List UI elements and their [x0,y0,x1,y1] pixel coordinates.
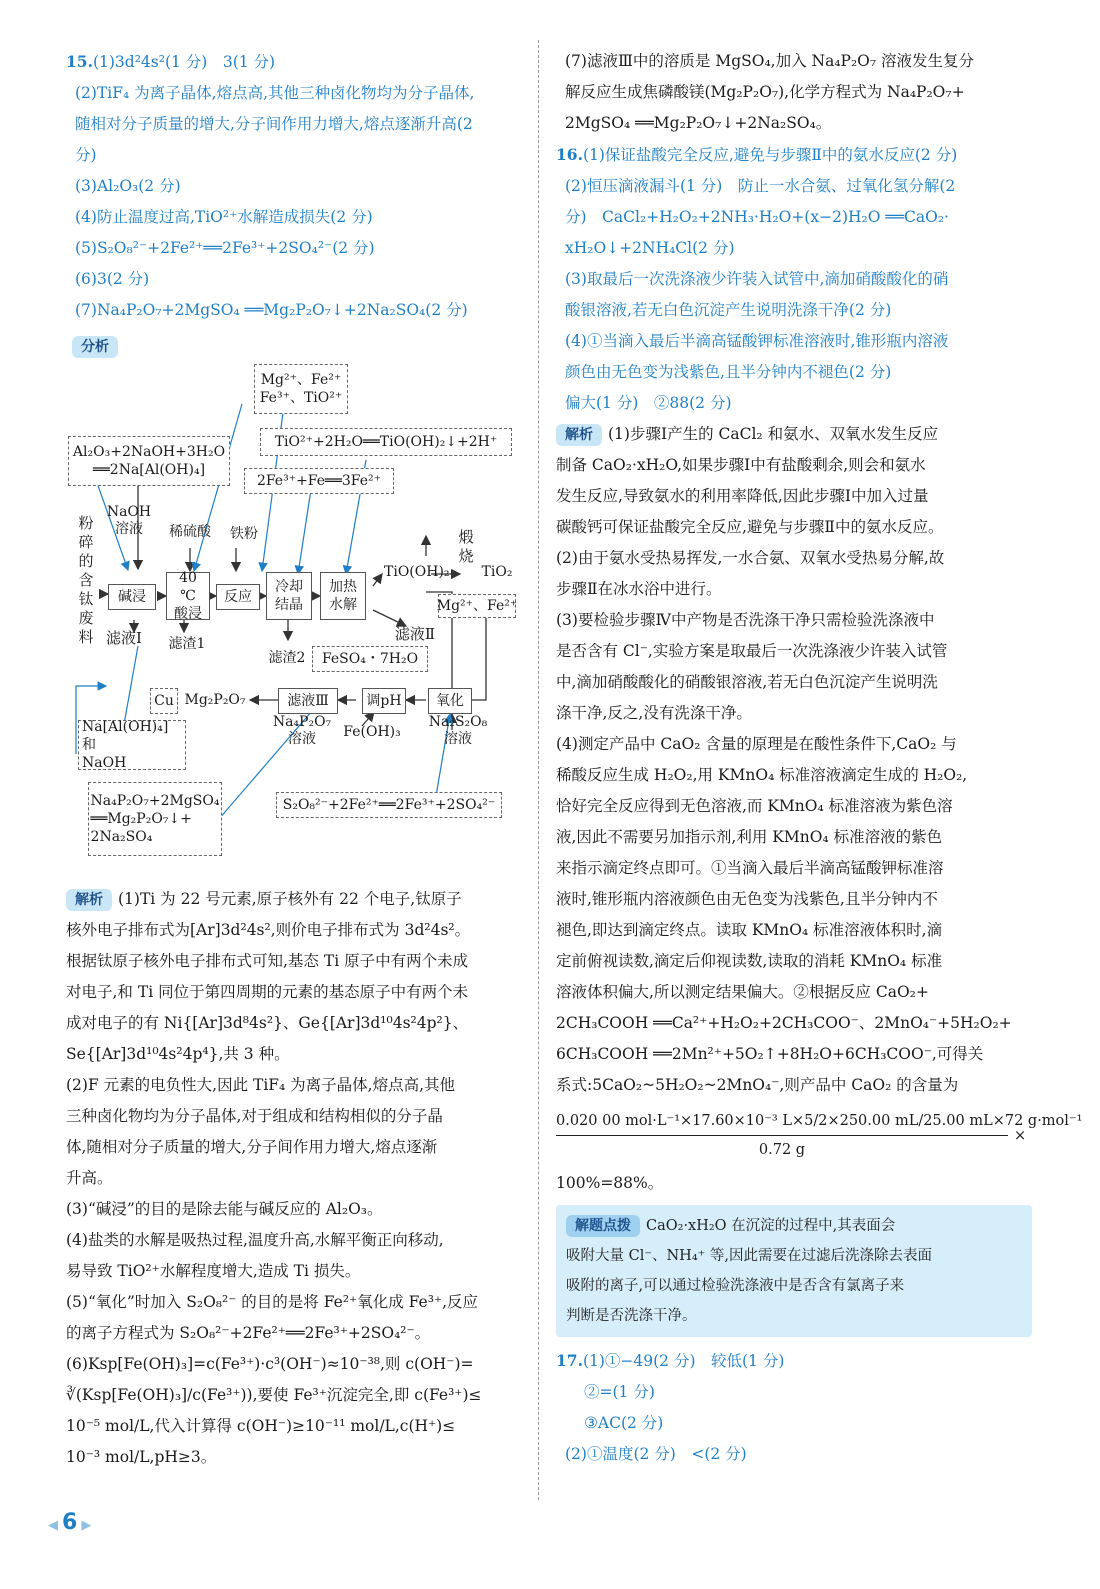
q15-part7-continued [556,46,1032,139]
text-line: (3)要检验步骤Ⅳ中产物是否洗涤干净只需检验洗涤液中 [556,611,935,629]
tip-line: 判断是否洗涤干净。 [566,1308,697,1324]
fraction-bar [556,1135,1008,1136]
answer-line: 颜色由无色变为浅紫色,且半分钟内不褪色(2 分) [565,363,892,381]
text-line: 来指示滴定终点即可。①当滴入最后半滴高锰酸钾标准溶 [556,859,944,877]
cool-crystallize-step: 冷却 结晶 [266,572,312,620]
answer-line: 酸银溶液,若无白色沉淀产生说明洗涤干净(2 分) [565,301,892,319]
oxidation-step: 氧化 [428,688,472,714]
explanation-tag: 解析 [66,889,112,911]
text-line: (4)盐类的水解是吸热过程,温度升高,水解平衡正向移动, [66,1231,444,1249]
solution-tip-box: 解题点拨 CaO₂·xH₂O 在沉淀的过程中,其表面会 吸附大量 Cl⁻、NH₄⁺ 等,因此需要在过滤后洗涤除去表面 吸附的离子,可以通过检验洗涤液中是否含有氯离子来 判断是否洗涤干净。 [556,1205,1032,1337]
process-flow-diagram [66,364,522,884]
answer-line: 随相对分子质量的增大,分子间作用力增大,熔点逐渐升高(2 [75,115,473,133]
text-line: 2MgSO₄ ══Mg₂P₂O₇↓+2Na₂SO₄。 [565,114,832,132]
text-line: 核外电子排布式为[Ar]3d²4s²,则价电子排布式为 3d²4s²。 [66,921,471,939]
text-line: 是否含有 Cl⁻,实验方案是取最后一次洗涤液少许装入试管 [556,642,948,660]
left-chevron-icon: ◀ [48,1518,58,1533]
answer-line: ③AC(2 分) [584,1414,664,1432]
feoh3-label: Fe(OH)₃ [343,724,401,740]
answer-line: ②=(1 分) [584,1383,655,1401]
content-formula [556,1109,1083,1162]
text-line: 10⁻³ mol/L,pH≥3。 [66,1448,217,1466]
raw-material-label: 粉碎的含钛废料 [78,514,94,646]
calcine-label: 煅烧 [458,528,474,565]
text-line: 2CH₃COOH ══Ca²⁺+H₂O₂+2CH₃COO⁻、2MnO₄⁻+5H₂O₂+ [556,1014,1012,1032]
formula-denominator: 0.72 g [758,1142,806,1158]
answer-line: (2)①温度(2 分) <(2 分) [565,1445,747,1463]
explanation-tag: 解析 [556,424,602,446]
mg2p2o7-equation-box: Na₄P₂O₇+2MgSO₄ ══Mg₂P₂O₇↓+ 2Na₂SO₄ [88,782,222,856]
na4p2o7-solution-label: Na₄P₂O₇ 溶液 [272,714,332,747]
tip-tag: 解题点拨 [566,1215,640,1237]
text-line: 成对电子的有 Ni{[Ar]3d⁸4s²}、Ge{[Ar]3d¹⁰4s²4p²}、 [66,1014,469,1032]
text-line: 中,滴加硝酸酸化的硝酸银溶液,若无白色沉淀产生说明洗 [556,673,938,691]
formula-times: × [1014,1127,1027,1144]
alkali-leach-step: 碱浸 [108,584,156,610]
filtrate-2-label: 滤液Ⅱ [394,625,436,643]
text-line: (2)F 元素的电负性大,因此 TiF₄ 为离子晶体,熔点高,其他 [66,1076,456,1094]
heat-hydrolysis-step: 加热 水解 [320,572,366,620]
residue-1-label: 滤渣1 [168,636,206,652]
na-al-oh4-box: Na[Al(OH)₄]和 NaOH [78,720,186,770]
text-line: 碳酸钙可保证盐酸完全反应,避免与步骤Ⅱ中的氨水反应。 [556,518,944,536]
answer-line: (6)3(2 分) [75,270,150,288]
text-line: Se{[Ar]3d¹⁰4s²4p⁴},共 3 种。 [66,1045,290,1063]
text-line: (4)测定产品中 CaO₂ 含量的原理是在酸性条件下,CaO₂ 与 [556,735,957,753]
tip-line: 吸附的离子,可以通过检验洗涤液中是否含有氯离子来 [566,1278,905,1294]
mg2p2o7-label: Mg₂P₂O₇ [184,692,246,708]
right-chevron-icon: ▶ [81,1518,92,1533]
text-line: 制备 CaO₂·xH₂O,如果步骤Ⅰ中有盐酸剩余,则会和氨水 [556,456,926,474]
text-line: 溶液体积偏大,所以测定结果偏大。②根据反应 CaO₂+ [556,983,929,1001]
sulfuric-acid-label: 稀硫酸 [169,524,211,540]
al2o3-equation: Al₂O₃+2NaOH+3H₂O ══2Na[Al(OH)₄] [68,436,230,486]
text-line: 涤干净,反之,没有洗涤干净。 [556,704,752,722]
text-line: 的离子方程式为 S₂O₈²⁻+2Fe²⁺══2Fe³⁺+2SO₄²⁻。 [66,1324,431,1342]
text-line: 褪色,即达到滴定终点。读取 KMnO₄ 标准溶液体积时,滴 [556,921,943,939]
text-line: (2)由于氨水受热易挥发,一水合氨、双氧水受热易分解,故 [556,549,945,567]
right-column [556,46,1083,1470]
text-line: 体,随相对分子质量的增大,分子间作用力增大,熔点逐渐 [66,1138,438,1156]
q15-explanation: 解析 (1)Ti 为 22 号元素,原子核外有 22 个电子,钛原子 核外电子排布式为[Ar]3d²4s²,则价电子排布式为 3d²4s²。 根据钛原子核外电子排布式可知,基态 Ti 原子中有两个未成 对电子,和 Ti 同位于第四周期的元素的基态原子中有两个未 成对电子的有 Ni{[Ar]3d⁸4s²}、Ge{[Ar]3d¹⁰4s²4p²}、 Se{[Ar]3d¹⁰4s²4p⁴},共 3 种。 (2)F 元素的电负性大,因此 TiF₄ 为离子晶体,熔点高,其他 三种卤化物均为分子晶体,对于组成和结构相似的分子晶 体,随相对分子质量的增大,分子间作用力增大,熔点逐渐 升高。 (3)“碱浸”的目的是除去能与碱反应的 Al₂O₃。 (4)盐类的水解是吸热过程,温度升高,水解平衡正向移动, 易导致 TiO²⁺水解程度增大,造成 Ti 损失。 (5)“氧化”时加入 S₂O₈²⁻ 的目的是将 Fe²⁺氧化成 Fe³⁺,反应 的离子方程式为 S₂O₈²⁻+2Fe²⁺══2Fe³⁺+2SO₄²⁻。 (6)Ksp[Fe(OH)₃]=c(Fe³⁺)·c³(OH⁻)≈10⁻³⁸,则 c(OH⁻)= ∛(Ksp[Fe(OH)₃]/c(Fe³⁺)),要使 Fe³⁺沉淀完全,即 c(Fe³⁺)≤ 10⁻⁵ mol/L,代入计算得 c(OH⁻)≥10⁻¹¹ mol/L,c(H⁺)≤ 10⁻³ mol/L,pH≥3。 [66,884,522,1473]
question-number: 17. [556,1351,583,1370]
filtrate-3-step: 滤液Ⅲ [278,688,338,714]
ions-box: Mg²⁺、Fe²⁺ Fe³⁺、TiO²⁺ [254,364,348,414]
question-16-answers: 16.(1)保证盐酸完全反应,避免与步骤Ⅱ中的氨水反应(2 分) (2)恒压滴液漏斗(1 分) 防止一水合氨、过氧化氢分解(2 分) CaCl₂+H₂O₂+2NH₃·H₂O+(x−2)H₂O ══CaO₂· xH₂O↓+2NH₄Cl(2 分) (3)取最后一次洗涤液少许装入试管中,滴加硝酸酸化的硝 酸银溶液,若无白色沉淀产生说明洗涤干净(2 分) (4)①当滴入最后半滴高锰酸钾标准溶液时,锥形瓶内溶液 颜色由无色变为浅紫色,且半分钟内不褪色(2 分) 偏大(1 分) ②88(2 分) [556,139,1032,419]
iron-powder-label: 铁粉 [230,526,258,542]
adjust-ph-step: 调pH [362,688,406,714]
answer-line: (2)TiF₄ 为离子晶体,熔点高,其他三种卤化物均为分子晶体, [75,84,475,102]
question-number: 15. [66,52,93,71]
text-line: 步骤Ⅱ在冰水浴中进行。 [556,580,722,598]
q16-explanation: 解析 (1)步骤Ⅰ产生的 CaCl₂ 和氨水、双氧水发生反应 制备 CaO₂·xH₂O,如果步骤Ⅰ中有盐酸剩余,则会和氨水 发生反应,导致氨水的利用率降低,因此步骤Ⅰ中加入过量 碳酸钙可保证盐酸完全反应,避免与步骤Ⅱ中的氨水反应。 (2)由于氨水受热易挥发,一水合氨、双氧水受热易分解,故 步骤Ⅱ在冰水浴中进行。 (3)要检验步骤Ⅳ中产物是否洗涤干净只需检验洗涤液中 是否含有 Cl⁻,实验方案是取最后一次洗涤液少许装入试管 中,滴加硝酸酸化的硝酸银溶液,若无白色沉淀产生说明洗 涤干净,反之,没有洗涤干净。 (4)测定产品中 CaO₂ 含量的原理是在酸性条件下,CaO₂ 与 稀酸反应生成 H₂O₂,用 KMnO₄ 标准溶液滴定生成的 H₂O₂, 恰好完全反应得到无色溶液,而 KMnO₄ 标准溶液为紫色溶 液,因此不需要另加指示剂,利用 KMnO₄ 标准溶液的紫色 来指示滴定终点即可。①当滴入最后半滴高锰酸钾标准溶 液时,锥形瓶内溶液颜色由无色变为浅紫色,且半分钟内不 褪色,即达到滴定终点。读取 KMnO₄ 标准溶液体积时,滴 定前俯视读数,滴定后仰视读数,读取的消耗 KMnO₄ 标准 溶液体积偏大,所以测定结果偏大。②根据反应 CaO₂+ 2CH₃COOH ══Ca²⁺+H₂O₂+2CH₃COO⁻、2MnO₄⁻+5H₂O₂+ 6CH₃COOH ══2Mn²⁺+5O₂↑+8H₂O+6CH₃COO⁻,可得关 系式:5CaO₂~5H₂O₂~2MnO₄⁻,则产品中 CaO₂ 的含量为 [556,419,1032,1101]
fe-reduction-equation: 2Fe³⁺+Fe══3Fe²⁺ [244,468,394,494]
answer-line: (7)Na₄P₂O₇+2MgSO₄ ══Mg₂P₂O₇↓+2Na₂SO₄(2 分) [75,301,468,319]
question-15-answers: 15.(1)3d²4s²(1 分) 3(1 分) (2)TiF₄ 为离子晶体,熔点高,其他三种卤化物均为分子晶体, 随相对分子质量的增大,分子间作用力增大,熔点逐渐升高(2 分) (3)Al₂O₃(2 分) (4)防止温度过高,TiO²⁺水解造成损失(2 分) (5)S₂O₈²⁻+2Fe²⁺══2Fe³⁺+2SO₄²⁻(2 分) (6)3(2 分) (7)Na₄P₂O₇+2MgSO₄ ══Mg₂P₂O₇↓+2Na₂SO₄(2 分) [66,46,522,326]
answer-line: (4)防止温度过高,TiO²⁺水解造成损失(2 分) [75,208,373,226]
text-line: (6)Ksp[Fe(OH)₃]=c(Fe³⁺)·c³(OH⁻)≈10⁻³⁸,则 c(OH⁻)= [66,1355,474,1373]
text-line: 三种卤化物均为分子晶体,对于组成和结构相似的分子晶 [66,1107,443,1125]
answer-line: (3)Al₂O₃(2 分) [75,177,181,195]
text-line: 液时,锥形瓶内溶液颜色由无色变为浅紫色,且半分钟内不 [556,890,938,908]
answer-line: xH₂O↓+2NH₄Cl(2 分) [565,239,735,257]
text-line: 对电子,和 Ti 同位于第四周期的元素的基态原子中有两个未 [66,983,469,1001]
answer-line: 偏大(1 分) ②88(2 分) [565,394,732,412]
tio-hydrolysis-equation: TiO²⁺+2H₂O══TiO(OH)₂↓+2H⁺ [260,428,512,456]
na2s2o8-solution-label: Na₂S₂O₈ 溶液 [428,714,488,747]
acid-leach-step: 40 ℃ 酸浸 [166,572,210,620]
text-line: 系式:5CaO₂~5H₂O₂~2MnO₄⁻,则产品中 CaO₂ 的含量为 [556,1076,959,1094]
text-line: (3)“碱浸”的目的是除去能与碱反应的 Al₂O₃。 [66,1200,383,1218]
filtrate-1-label: 滤液Ⅰ [106,629,142,647]
feso4-box: FeSO₄・7H₂O [312,646,428,672]
mg-fe-ions-box: Mg²⁺、Fe²⁺ [438,594,516,618]
text-line: 解反应生成焦磷酸镁(Mg₂P₂O₇),化学方程式为 Na₄P₂O₇+ [565,83,965,101]
residue-2-label: 滤渣2 [268,650,306,666]
text-line: 根据钛原子核外电子排布式可知,基态 Ti 原子中有两个未成 [66,952,469,970]
text-line: 发生反应,导致氨水的利用率降低,因此步骤Ⅰ中加入过量 [556,487,929,505]
text-line: ∛(Ksp[Fe(OH)₃]/c(Fe³⁺)),要使 Fe³⁺沉淀完全,即 c(Fe³⁺)≤ [66,1386,482,1404]
formula-numerator: 0.020 00 mol·L⁻¹×17.60×10⁻³ L×5/2×250.00 mL/25.00 mL×72 g·mol⁻¹ [556,1113,1083,1129]
text-line: 易导致 TiO²⁺水解程度增大,造成 Ti 损失。 [66,1262,361,1280]
answer-line: (3)取最后一次洗涤液少许装入试管中,滴加硝酸酸化的硝 [565,270,949,288]
text-line: 10⁻⁵ mol/L,代入计算得 c(OH⁻)≥10⁻¹¹ mol/L,c(H⁺)≤ [66,1417,456,1435]
tio2-label: TiO₂ [481,564,513,580]
answer-line: 分) [75,146,97,164]
persulfate-equation-box: S₂O₈²⁻+2Fe²⁺══2Fe³⁺+2SO₄²⁻ [276,792,502,818]
left-column [66,46,522,1473]
tip-line: 吸附大量 Cl⁻、NH₄⁺ 等,因此需要在过滤后洗涤除去表面 [566,1248,933,1264]
tio-oh2-label: TiO(OH)₂ [384,564,450,580]
column-divider [538,40,539,1500]
answer-line: (2)恒压滴液漏斗(1 分) 防止一水合氨、过氧化氢分解(2 [565,177,956,195]
question-number: 16. [556,145,583,164]
text-line: (7)滤液Ⅲ中的溶质是 MgSO₄,加入 Na₄P₂O₇ 溶液发生复分 [565,52,975,70]
text-line: 升高。 [66,1169,113,1187]
page-number: ◀ 6 ▶ [48,1510,92,1535]
question-17-answers: 17.(1)①−49(2 分) 较低(1 分) ②=(1 分) ③AC(2 分) (2)①温度(2 分) <(2 分) [556,1345,1032,1470]
text-line: 定前俯视读数,滴定后仰视读数,读取的消耗 KMnO₄ 标准 [556,952,943,970]
answer-line: 分) CaCl₂+H₂O₂+2NH₃·H₂O+(x−2)H₂O ══CaO₂· [565,208,949,226]
reaction-step: 反应 [216,584,260,610]
text-line: 6CH₃COOH ══2Mn²⁺+5O₂↑+8H₂O+6CH₃COO⁻,可得关 [556,1045,984,1063]
text-line: 稀酸反应生成 H₂O₂,用 KMnO₄ 标准溶液滴定生成的 H₂O₂, [556,766,968,784]
text-line: 恰好完全反应得到无色溶液,而 KMnO₄ 标准溶液为紫色溶 [556,797,953,815]
formula-result: 100%=88%。 [556,1174,664,1192]
answer-line: (4)①当滴入最后半滴高锰酸钾标准溶液时,锥形瓶内溶液 [565,332,949,350]
text-line: 液,因此不需要另加指示剂,利用 KMnO₄ 标准溶液的紫色 [556,828,943,846]
analysis-tag: 分析 [72,336,118,358]
cu-box: Cu [150,688,178,714]
answer-line: (5)S₂O₈²⁻+2Fe²⁺══2Fe³⁺+2SO₄²⁻(2 分) [75,239,375,257]
naoh-reagent-label: NaOH 溶液 [106,504,152,537]
text-line: (5)“氧化”时加入 S₂O₈²⁻ 的目的是将 Fe²⁺氧化成 Fe³⁺,反应 [66,1293,479,1311]
